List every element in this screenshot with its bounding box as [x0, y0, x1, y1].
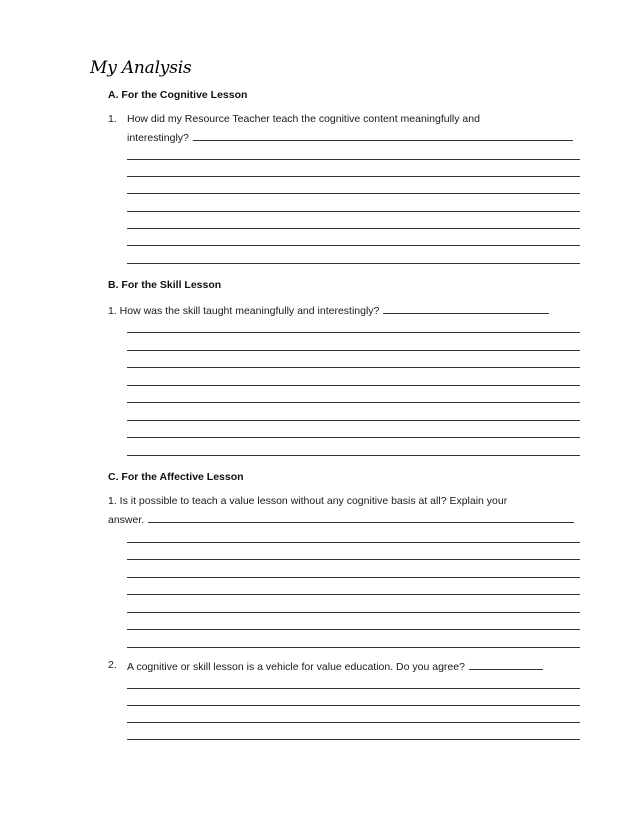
section-c-question-1-line-2: [108, 512, 574, 527]
section-b-answer-line[interactable]: [127, 385, 580, 386]
section-a-answer-line[interactable]: [127, 176, 580, 177]
section-a-answer-line[interactable]: [127, 193, 580, 194]
section-c-q1-answer-line[interactable]: [127, 647, 580, 648]
section-c-question-1-text: answer.: [108, 514, 145, 526]
section-a-question-1-text: interestingly?: [127, 132, 189, 144]
section-c-q1-answer-line[interactable]: [127, 594, 580, 595]
section-a-question-1-number: 1.: [108, 113, 117, 125]
section-c-question-2-text: A cognitive or skill lesson is a vehicle for value education. Do you agree?: [127, 661, 465, 673]
section-a-answer-line[interactable]: [127, 228, 580, 229]
section-c-question-1-line-1: 1. Is it possible to teach a value lesson without any cognitive basis at all? Explain your: [108, 495, 508, 507]
section-a-question-1-line-2: [127, 130, 573, 145]
section-b-answer-line[interactable]: [127, 437, 580, 438]
section-a-answer-line[interactable]: [127, 263, 580, 264]
section-b-answer-line[interactable]: [127, 420, 580, 421]
section-c-q1-answer-line[interactable]: [127, 542, 580, 543]
section-c-q2-inline-blank[interactable]: [469, 659, 543, 670]
section-c-q1-answer-line[interactable]: [127, 629, 580, 630]
section-b-answer-line[interactable]: [127, 332, 580, 333]
section-a-answer-line[interactable]: [127, 159, 580, 160]
section-b-question-1-line: [108, 303, 549, 318]
section-a-answer-line[interactable]: [127, 211, 580, 212]
section-c-q1-answer-line[interactable]: [127, 577, 580, 578]
section-c-q1-answer-line[interactable]: [127, 612, 580, 613]
section-b-answer-line[interactable]: [127, 350, 580, 351]
section-c-q1-answer-line[interactable]: [127, 559, 580, 560]
section-c-q2-answer-line[interactable]: [127, 739, 580, 740]
section-c-question-2-line: [127, 659, 543, 674]
section-b-question-1-text: 1. How was the skill taught meaningfully and interestingly?: [108, 305, 380, 317]
section-a-question-1-line-1: How did my Resource Teacher teach the cognitive content meaningfully and: [127, 113, 480, 125]
section-b-answer-inline-blank[interactable]: [383, 303, 549, 314]
section-b-answer-line[interactable]: [127, 455, 580, 456]
section-c-question-2-number: 2.: [108, 659, 117, 671]
page-title: My Analysis: [90, 58, 192, 78]
section-c-answer-inline-blank[interactable]: [148, 512, 574, 523]
section-b-answer-line[interactable]: [127, 367, 580, 368]
section-c-q2-answer-line[interactable]: [127, 722, 580, 723]
section-a-answer-line[interactable]: [127, 245, 580, 246]
section-b-answer-line[interactable]: [127, 402, 580, 403]
section-a-answer-inline-blank[interactable]: [193, 130, 573, 141]
section-b-heading: B. For the Skill Lesson: [108, 279, 222, 291]
section-c-q2-answer-line[interactable]: [127, 705, 580, 706]
section-c-heading: C. For the Affective Lesson: [108, 471, 244, 483]
section-a-heading: A. For the Cognitive Lesson: [108, 89, 248, 101]
section-c-q2-answer-line[interactable]: [127, 688, 580, 689]
